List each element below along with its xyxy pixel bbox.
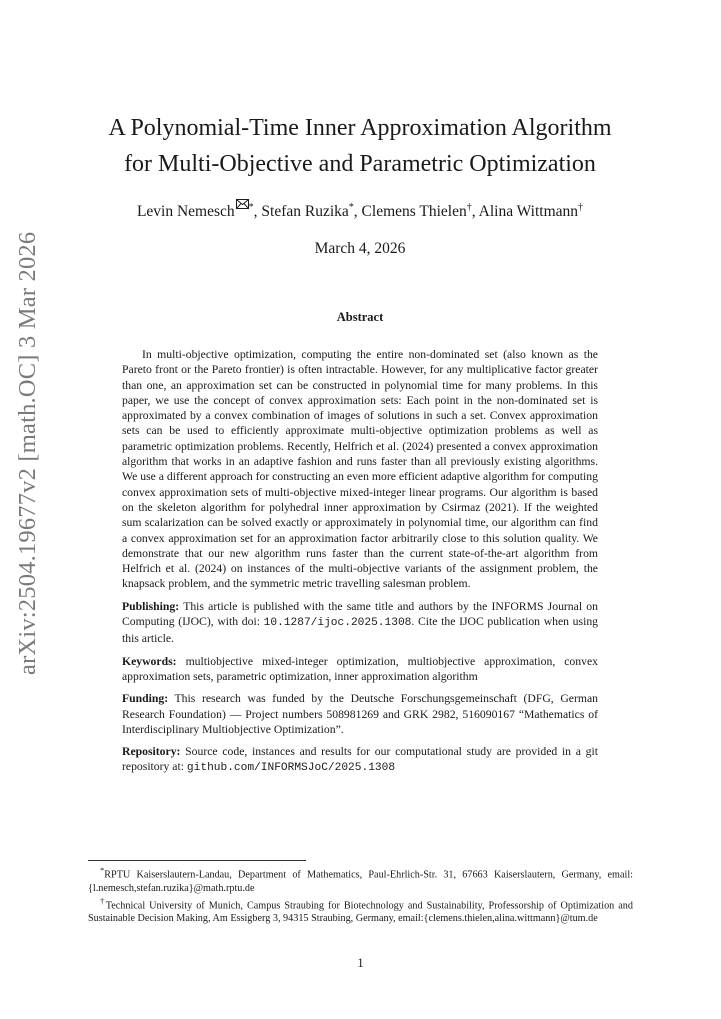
title-line-2: for Multi-Objective and Parametric Optimization — [124, 151, 596, 177]
keywords-label: Keywords: — [122, 654, 177, 668]
publication-date: March 4, 2026 — [314, 240, 406, 257]
repository-label: Repository: — [122, 745, 181, 759]
footnotes — [88, 864, 633, 926]
footnote — [88, 895, 633, 926]
author-affiliation-mark: * — [248, 202, 254, 213]
repository-text: Source code, instances and results for our computational study are provided in a git repository at: — [122, 745, 598, 774]
footnote-mark: † — [100, 895, 106, 906]
footnote-text: RPTU Kaiserslautern-Landau, Department of Mathematics, Paul-Ehrlich-Str. 31, 67663 Kaiserslautern, Germany, email:{l.nemesch,stefan.ruzika}@math.rptu.de — [88, 869, 633, 894]
author-affiliation-mark: * — [348, 202, 354, 213]
envelope-icon — [236, 199, 249, 209]
publishing-text-end: . Cite the IJOC publication when using this article. — [122, 615, 599, 646]
footnote-mark: * — [100, 865, 105, 875]
footnote-text: Technical University of Munich, Campus Straubing for Biotechnology and Sustainability, Professorship of Optimization and Sustainable Decision Making, Am Essigberg 3, 94315 Straubing, Germany, email:{clemens.thielen,alina.wittmann}@tum.de — [88, 900, 633, 925]
publishing-label: Publishing: — [122, 599, 180, 613]
keywords-text: multiobjective mixed-integer optimization, multiobjective approximation, convex approximation sets, parametric optimization, inner approximation algorithm — [122, 654, 598, 683]
funding-note — [122, 691, 598, 737]
author-list: Levin Nemesch *, Stefan Ruzika*, Clemens Thielen†, Alina Wittmann† — [60, 202, 660, 221]
keywords-note — [122, 654, 598, 685]
author-name: Levin Nemesch — [136, 203, 235, 221]
publishing-text: This article is published with the same title and authors by the INFORMS Journal on Computing (IJOC), with doi: — [122, 599, 598, 629]
author-name: Alina Wittmann — [478, 203, 579, 221]
footnote — [88, 864, 633, 895]
repository-link[interactable]: github.com/INFORMSJoC/2025.1308 — [186, 762, 396, 775]
abstract-heading: Abstract — [336, 310, 384, 324]
footnote-divider — [88, 860, 306, 861]
funding-label: Funding: — [122, 692, 169, 706]
publishing-note — [122, 599, 598, 647]
author-affiliation-mark: † — [578, 202, 584, 213]
title-line-1: A Polynomial-Time Inner Approximation Algorithm — [108, 115, 612, 141]
funding-text: This research was funded by the Deutsche Forschungsgemeinschaft (DFG, German Research Foundation) — Project numbers 508981269 and GRK 2982, 516090167 “Mathematics of Interdisciplinary Multiobjective Optimization”. — [122, 692, 598, 736]
author-affiliation-mark: † — [466, 202, 472, 213]
page-number: 1 — [357, 956, 364, 970]
arxiv-identifier-stamp: arXiv:2504.19677v2 [math.OC] 3 Mar 2026 — [14, 231, 41, 675]
repository-note — [122, 744, 598, 777]
paper-title — [60, 110, 660, 182]
doi-link[interactable]: 10.1287/ijoc.2025.1308 — [263, 617, 412, 630]
abstract-section — [122, 347, 598, 777]
author-name: Stefan Ruzika — [261, 203, 349, 221]
abstract-text: In multi-objective optimization, computing the entire non-dominated set (also known as the Pareto front or the Pareto frontier) is often intractable. However, for any multiplicative factor greater than one, an approximation set can be constructed in polynomial time for many problems. In this paper, we use the concept of convex approximation sets: Each point in the non-dominated set is approximated by a convex combination of images of solutions in such a set. Convex approximation sets can be used to efficiently approximate multi-objective optimization problems as well as parametric optimization problems. Recently, Helfrich et al. (2024) presented a convex approximation algorithm that works in an adaptive fashion and runs faster than all previously existing algorithms. We use a different approach for constructing an even more efficient adaptive algorithm for computing convex approximation sets of multi-objective mixed-integer linear programs. Our algorithm is based on the skeleton algorithm for polyhedral inner approximation by Csirmaz (2021). If the weighted sum scalarization can be solved exactly or approximately in polynomial time, our algorithm can find a convex approximation set for an approximation factor arbitrarily close to this solution quality. We demonstrate that our new algorithm runs faster than the current state-of-the-art algorithm from Helfrich et al. (2024) on instances of the multi-objective variants of the assignment problem, the knapsack problem, and the symmetric metric travelling salesman problem. — [122, 348, 598, 591]
author-name: Clemens Thielen — [361, 203, 467, 221]
